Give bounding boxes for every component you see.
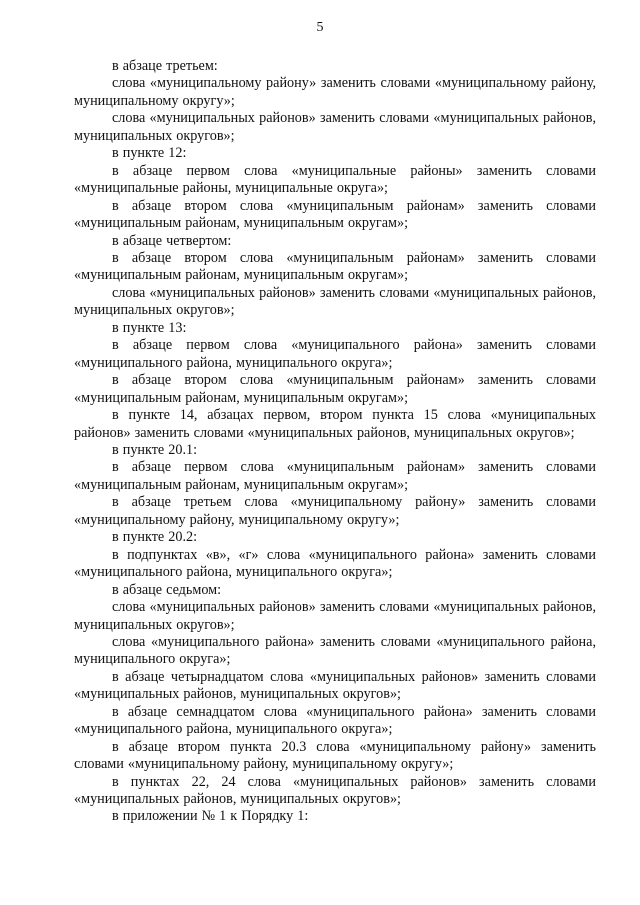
paragraph: в пункте 12: [112, 145, 187, 162]
paragraph: в абзаце третьем слова «муниципальному району» заменить словами «муниципальному району, муниципальному округу»; [74, 494, 596, 528]
paragraph: в пункте 13: [112, 319, 187, 336]
paragraph: слова «муниципальных районов» заменить словами «муниципальных районов, муниципальных округов»; [74, 110, 596, 144]
paragraph: в абзаце четырнадцатом слова «муниципальных районов» заменить словами «муниципальных районов, муниципальных округов»; [74, 668, 596, 703]
paragraph: слова «муниципальному району» заменить словами «муниципальному району, муниципальному округу»; [74, 75, 596, 109]
paragraph: в приложении № 1 к Порядку 1: [112, 808, 309, 825]
paragraph: слова «муниципального района» заменить словами «муниципального района, муниципального округа»; [74, 633, 596, 668]
paragraph: в абзаце втором слова «муниципальным районам» заменить словами «муниципальным районам, муниципальным округам»; [74, 372, 596, 406]
paragraph: в абзаце третьем: [112, 58, 218, 74]
paragraph: в абзаце первом слова «муниципальным районам» заменить словами «муниципальным районам, муниципальным округам»; [74, 459, 596, 493]
paragraph: в абзаце семнадцатом слова «муниципального района» заменить словами «муниципального района, муниципального округа»; [74, 703, 596, 738]
paragraph: в абзаце втором слова «муниципальным районам» заменить словами «муниципальным районам, муниципальным округам»; [74, 249, 596, 284]
paragraph: в абзаце седьмом: [112, 581, 222, 598]
document-body [74, 58, 596, 826]
paragraph: слова «муниципальных районов» заменить словами «муниципальных районов, муниципальных округов»; [74, 599, 596, 633]
paragraph: в абзаце втором пункта 20.3 слова «муниципальному району» заменить словами «муниципальному району, муниципальному округу»; [74, 738, 596, 773]
paragraph: в абзаце четвертом: [112, 232, 232, 249]
paragraph: в абзаце втором слова «муниципальным районам» заменить словами «муниципальным районам, муниципальным округам»; [74, 197, 596, 232]
paragraph: слова «муниципальных районов» заменить словами «муниципальных районов, муниципальных округов»; [74, 284, 596, 319]
paragraph: в абзаце первом слова «муниципального района» заменить словами «муниципального района, муниципального округа»; [74, 337, 596, 371]
paragraph: в подпунктах «в», «г» слова «муниципального района» заменить словами «муниципального района, муниципального округа»; [74, 546, 596, 581]
paragraph: в абзаце первом слова «муниципальные районы» заменить словами «муниципальные районы, муниципальные округа»; [74, 162, 596, 197]
paragraph: в пункте 20.1: [112, 441, 198, 458]
paragraph: в пунктах 22, 24 слова «муниципальных районов» заменить словами «муниципальных районов, муниципальных округов»; [74, 773, 596, 808]
paragraph: в пункте 14, абзацах первом, втором пункта 15 слова «муниципальных районов» заменить словами «муниципальных районов, муниципальных округов»; [74, 407, 596, 441]
page-number: 5 [316, 20, 324, 35]
paragraph: в пункте 20.2: [112, 529, 198, 546]
